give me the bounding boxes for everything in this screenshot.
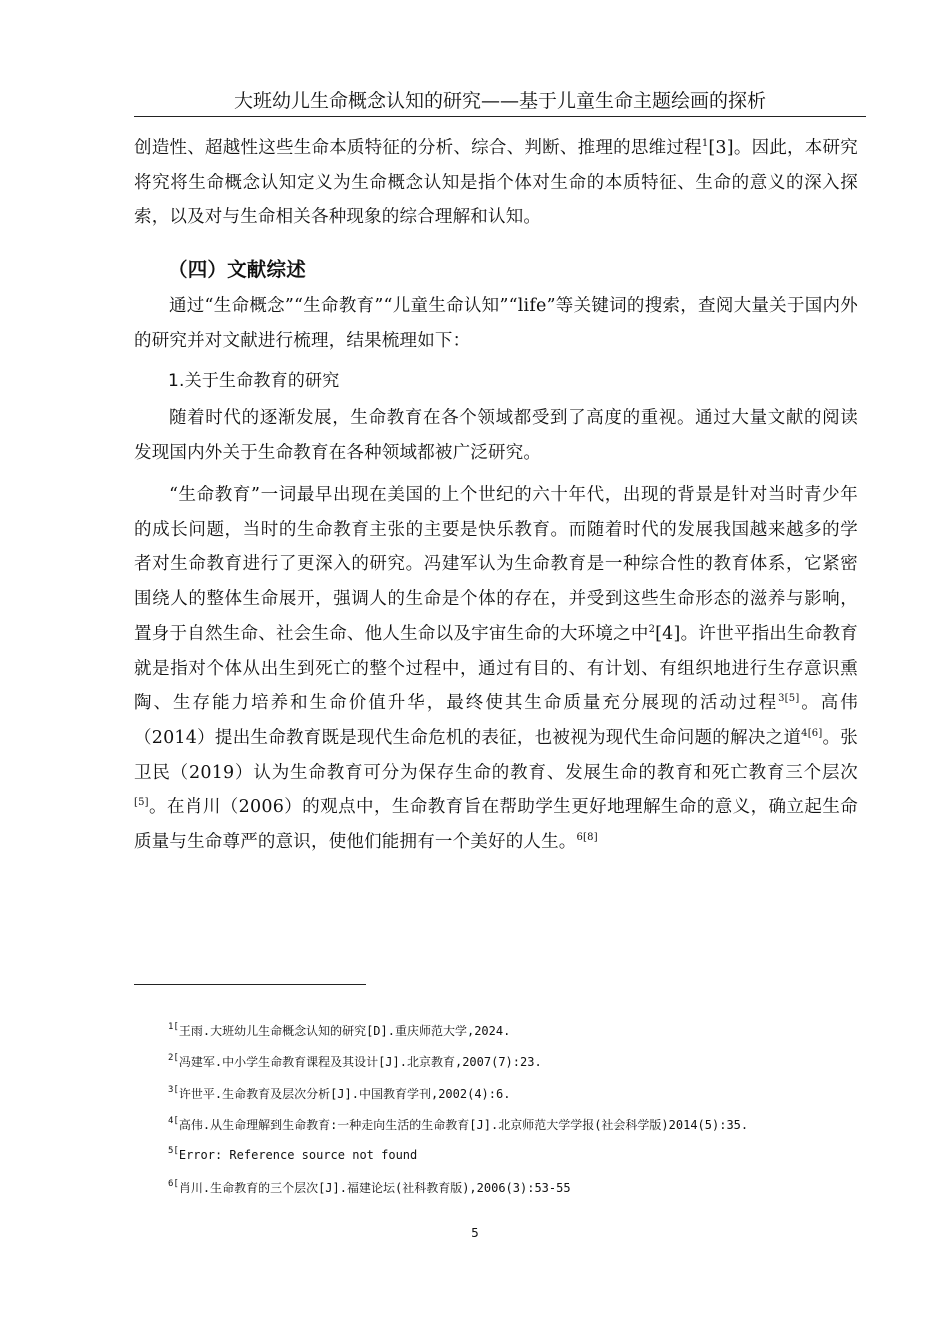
footnote-item <box>168 1053 868 1084</box>
footnote-ref-5[interactable]: [5] <box>134 797 149 809</box>
body-text-3 <box>134 401 858 470</box>
body-text <box>134 131 858 235</box>
header-rule <box>134 116 866 117</box>
para4-text-e: 。在肖川（2006）的观点中，生命教育旨在帮助学生更好地理解生命的意义，确立起生命质量与生命尊严的意识，使他们能拥有一个美好的人生。 <box>134 797 858 853</box>
footnote-item <box>168 1145 868 1179</box>
footnote-item <box>168 1022 868 1053</box>
footnote-mark: 3[ <box>168 1084 179 1095</box>
paragraph-3: 随着时代的逐渐发展，生命教育在各个领域都受到了高度的重视。通过大量文献的阅读发现国内外关于生命教育在各种领域都被广泛研究。 <box>134 408 858 463</box>
footnote-item <box>168 1179 868 1210</box>
para4-text-a: “生命教育”一词最早出现在美国的上个世纪的六十年代，出现的背景是针对当时青少年的成长问题，当时的生命教育主张的主要是快乐教育。而随着时代的发展我国越来越多的学者对生命教育进行了更深入的研究。冯建军认为生命教育是一种综合性的教育体系，它紧密围绕人的整体生命展开，强调人的生命是个体的存在，并受到这些生命形态的滋养与影响，置身于自然生命、社会生命、他人生命以及宇宙生命的大环境之中 <box>134 485 858 644</box>
subheading: 1.关于生命教育的研究 <box>168 371 340 391</box>
footnote-ref-6[interactable]: 6[8] <box>576 832 598 844</box>
footnote-text: 许世平.生命教育及层次分析[J].中国教育学刊,2002(4):6. <box>178 1086 511 1101</box>
body-text-2 <box>134 289 858 358</box>
footnote-text: 冯建军.中小学生命教育课程及其设计[J].北京教育,2007(7):23. <box>178 1055 542 1070</box>
para1-text-a: 创造性、超越性这些生命本质特征的分析、综合、判断、推理的思维过程 <box>134 138 702 158</box>
footnote-text: 高伟.从生命理解到生命教育:一种走向生活的生命教育[J].北京师范大学学报(社会科学版)2014(5):35. <box>178 1118 749 1133</box>
footnote-ref-3[interactable]: 3[5] <box>778 693 800 705</box>
footnote-text: 王雨.大班幼儿生命概念认知的研究[D].重庆师范大学,2024. <box>178 1024 511 1038</box>
body-text-4 <box>134 478 858 860</box>
footnote-mark: 5[ <box>168 1145 179 1156</box>
footnotes <box>168 1022 868 1210</box>
section-heading-block <box>134 252 858 288</box>
footnote-text: 肖川.生命教育的三个层次[J].福建论坛(社科教育版),2006(3):53-55 <box>178 1180 571 1195</box>
footnote-ref-4[interactable]: 4[6] <box>801 727 823 739</box>
para4-text-b: [4]。许世平指出生命教育就是指对个体从出生到死亡的整个过程中，通过有目的、有计划、有组织地进行生存意识熏陶、生存能力培养和生命价值升华，最终使其生命质量充分展现的活动过程 <box>134 623 858 714</box>
paragraph-2: 通过“生命概念”“生命教育”“儿童生命认知”“life”等关键词的搜索，查阅大量关于国内外的研究并对文献进行梳理，结果梳理如下： <box>134 296 858 351</box>
footnote-separator <box>134 984 366 985</box>
footnote-mark: 1[ <box>168 1022 179 1032</box>
paragraph-1 <box>134 131 858 235</box>
footnote-item <box>168 1085 868 1116</box>
running-header: 大班幼儿生命概念认知的研究——基于儿童生命主题绘画的探析 <box>233 90 766 112</box>
paragraph-4 <box>134 478 858 860</box>
footnote-ref-1[interactable]: 1 <box>701 138 709 149</box>
footnote-item <box>168 1116 868 1147</box>
footnote-mark: 4[ <box>168 1116 179 1127</box>
footnote-text: Error: Reference source not found <box>178 1147 418 1162</box>
section-heading: （四）文献综述 <box>168 258 306 281</box>
para1-text-b: [3]。因此，本研究将究将生命概念认知定义为生命概念认知是指个体对生命的本质特征、生命的意义的深入探索，以及对与生命相关各种现象的综合理解和认知。 <box>134 138 858 228</box>
subheading-block <box>134 364 858 398</box>
footnote-mark: 2[ <box>168 1053 179 1064</box>
page-number: 5 <box>471 1226 479 1240</box>
footnote-ref-2[interactable]: 2 <box>648 623 656 635</box>
para4-text-c: 。高伟（2014）提出生命教育既是现代生命危机的表征，也被视为现代生命问题的解决之道 <box>134 693 858 748</box>
para4-text-d: 。张卫民（2019）认为生命教育可分为保存生命的教育、发展生命的教育和死亡教育三个层次 <box>134 727 858 783</box>
footnote-mark: 6[ <box>168 1178 179 1189</box>
